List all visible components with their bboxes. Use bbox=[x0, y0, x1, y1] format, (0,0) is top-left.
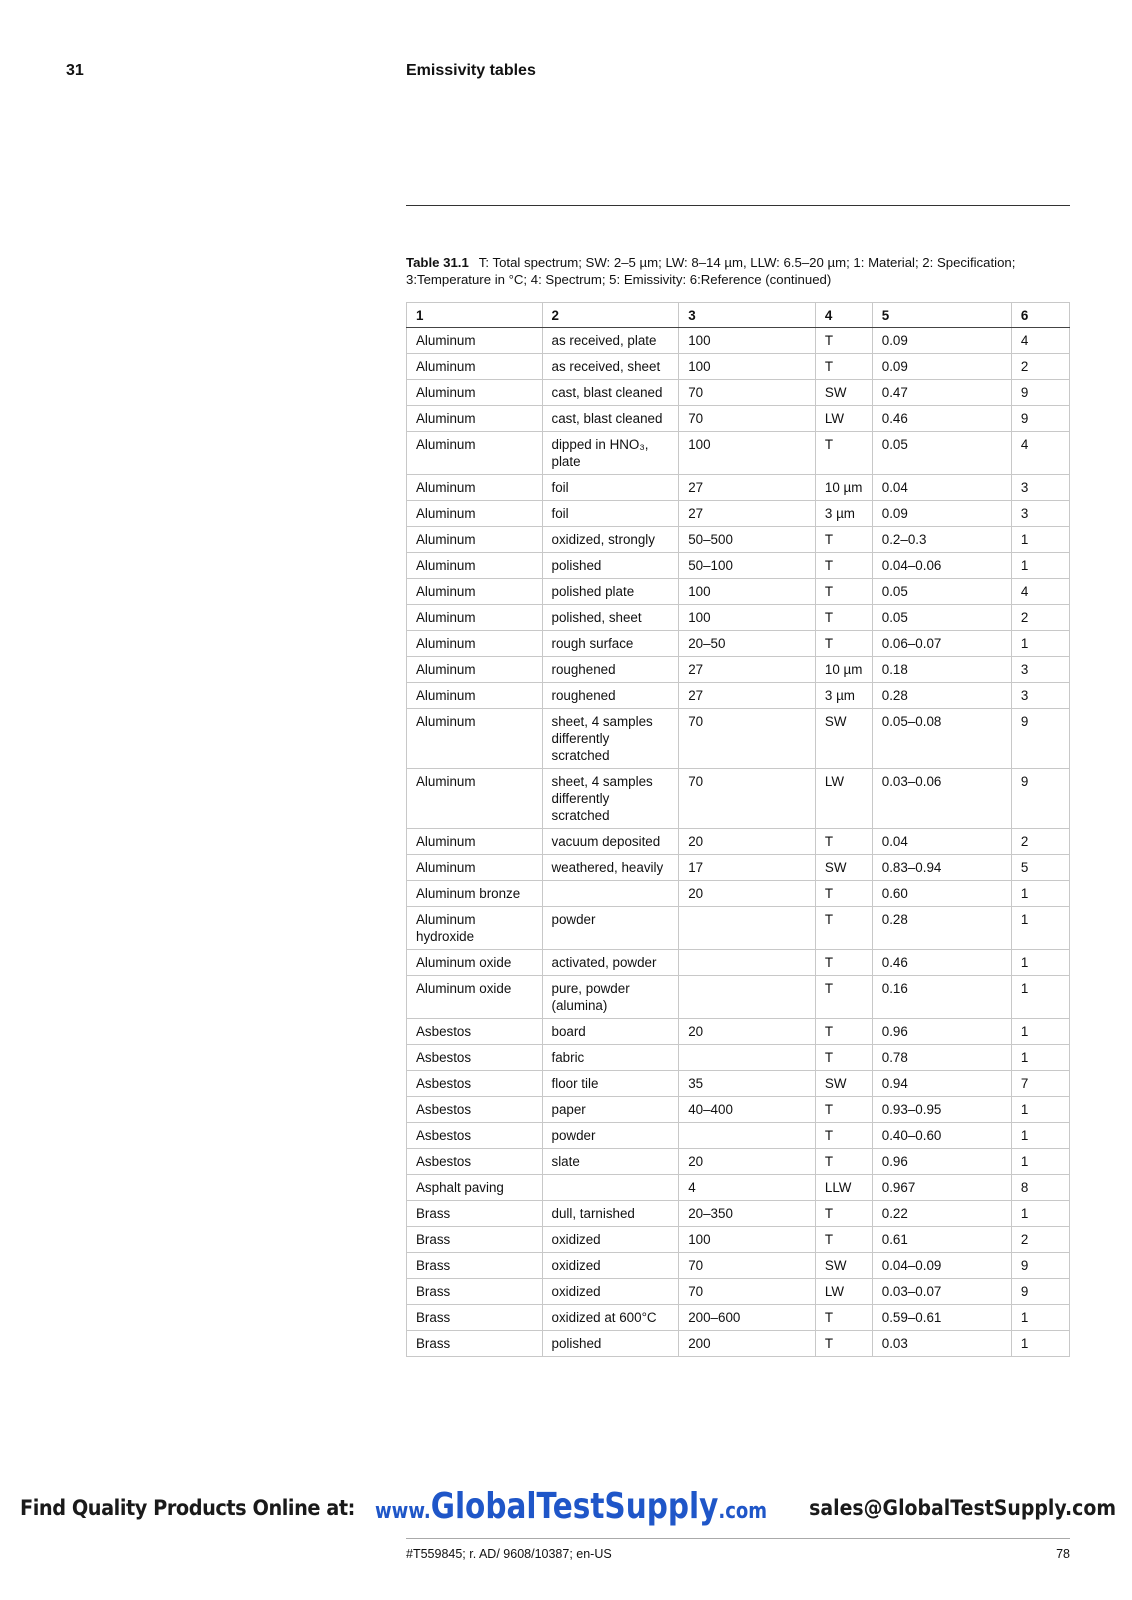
table-cell: 70 bbox=[679, 1279, 816, 1305]
table-row bbox=[407, 1019, 1070, 1045]
table-cell: 1 bbox=[1011, 950, 1069, 976]
table-cell: 100 bbox=[679, 354, 816, 380]
table-cell: powder bbox=[542, 907, 679, 950]
table-cell: paper bbox=[542, 1097, 679, 1123]
table-cell: 5 bbox=[1011, 855, 1069, 881]
table-cell: 3 bbox=[1011, 683, 1069, 709]
table-cell: polished, sheet bbox=[542, 605, 679, 631]
table-cell: activated, powder bbox=[542, 950, 679, 976]
header-rule bbox=[406, 205, 1070, 206]
table-cell: Aluminum hydroxide bbox=[407, 907, 543, 950]
table-cell: Aluminum bbox=[407, 579, 543, 605]
table-cell: LLW bbox=[815, 1175, 872, 1201]
table-cell: 0.94 bbox=[872, 1071, 1011, 1097]
table-cell: oxidized bbox=[542, 1253, 679, 1279]
promo-url-main: GlobalTestSupply bbox=[430, 1486, 719, 1527]
table-row bbox=[407, 1227, 1070, 1253]
table-cell: Brass bbox=[407, 1305, 543, 1331]
table-cell: Aluminum bbox=[407, 769, 543, 829]
table-cell: oxidized at 600°C bbox=[542, 1305, 679, 1331]
table-row bbox=[407, 1253, 1070, 1279]
table-cell: Aluminum bbox=[407, 501, 543, 527]
table-cell: 10 µm bbox=[815, 657, 872, 683]
table-cell: LW bbox=[815, 406, 872, 432]
table-cell: Aluminum bbox=[407, 829, 543, 855]
table-cell: 1 bbox=[1011, 881, 1069, 907]
table-cell: Aluminum bbox=[407, 657, 543, 683]
table-cell: Aluminum bbox=[407, 432, 543, 475]
promo-email-link[interactable]: sales@GlobalTestSupply.com bbox=[809, 1496, 1116, 1520]
table-header-row bbox=[407, 303, 1070, 328]
table-cell: 1 bbox=[1011, 553, 1069, 579]
table-cell: Asbestos bbox=[407, 1149, 543, 1175]
table-cell: SW bbox=[815, 1071, 872, 1097]
table-cell: 9 bbox=[1011, 769, 1069, 829]
table-row bbox=[407, 1305, 1070, 1331]
table-cell: slate bbox=[542, 1149, 679, 1175]
table-cell: 1 bbox=[1011, 527, 1069, 553]
table-cell: fabric bbox=[542, 1045, 679, 1071]
table-row bbox=[407, 328, 1070, 354]
table-row bbox=[407, 631, 1070, 657]
table-cell: 0.03–0.07 bbox=[872, 1279, 1011, 1305]
table-cell: T bbox=[815, 1305, 872, 1331]
table-cell: 100 bbox=[679, 579, 816, 605]
table-cell: 27 bbox=[679, 475, 816, 501]
table-cell bbox=[679, 1123, 816, 1149]
table-cell: Aluminum bbox=[407, 709, 543, 769]
column-header: 6 bbox=[1011, 303, 1069, 328]
table-cell: 3 µm bbox=[815, 683, 872, 709]
chapter-title: Emissivity tables bbox=[406, 62, 536, 79]
table-cell: 0.04 bbox=[872, 829, 1011, 855]
table-cell: board bbox=[542, 1019, 679, 1045]
table-caption-label: Table 31.1 bbox=[406, 255, 469, 270]
table-cell: 0.18 bbox=[872, 657, 1011, 683]
table-cell: 9 bbox=[1011, 380, 1069, 406]
table-body bbox=[407, 328, 1070, 1357]
table-cell: SW bbox=[815, 855, 872, 881]
table-cell: 0.967 bbox=[872, 1175, 1011, 1201]
table-cell: T bbox=[815, 1201, 872, 1227]
table-row bbox=[407, 354, 1070, 380]
table-cell: 1 bbox=[1011, 976, 1069, 1019]
table-cell: T bbox=[815, 605, 872, 631]
table-cell: 0.28 bbox=[872, 683, 1011, 709]
promo-website-link[interactable] bbox=[375, 1486, 767, 1527]
table-row bbox=[407, 829, 1070, 855]
table-cell: 200 bbox=[679, 1331, 816, 1357]
table-cell: Aluminum bbox=[407, 631, 543, 657]
table-cell: Brass bbox=[407, 1227, 543, 1253]
table-cell: 20 bbox=[679, 1019, 816, 1045]
table-cell: 1 bbox=[1011, 1123, 1069, 1149]
table-cell: T bbox=[815, 976, 872, 1019]
table-cell: 3 bbox=[1011, 475, 1069, 501]
table-cell: 9 bbox=[1011, 406, 1069, 432]
table-cell: 0.28 bbox=[872, 907, 1011, 950]
table-row bbox=[407, 1097, 1070, 1123]
table-row bbox=[407, 406, 1070, 432]
table-cell: Aluminum bbox=[407, 553, 543, 579]
table-cell: 0.46 bbox=[872, 406, 1011, 432]
table-cell: T bbox=[815, 579, 872, 605]
table-cell: Asbestos bbox=[407, 1019, 543, 1045]
chapter-number: 31 bbox=[66, 62, 84, 79]
table-row bbox=[407, 501, 1070, 527]
table-cell: 0.04 bbox=[872, 475, 1011, 501]
table-cell: T bbox=[815, 328, 872, 354]
table-cell: SW bbox=[815, 709, 872, 769]
table-cell: oxidized bbox=[542, 1279, 679, 1305]
table-cell: 0.05 bbox=[872, 605, 1011, 631]
table-cell: Aluminum bbox=[407, 683, 543, 709]
table-cell: 0.46 bbox=[872, 950, 1011, 976]
table-cell: 4 bbox=[679, 1175, 816, 1201]
table-cell: dipped in HNO₃, plate bbox=[542, 432, 679, 475]
table-row bbox=[407, 527, 1070, 553]
table-cell: 70 bbox=[679, 709, 816, 769]
table-caption bbox=[406, 254, 1070, 288]
table-cell: polished plate bbox=[542, 579, 679, 605]
table-cell: 50–500 bbox=[679, 527, 816, 553]
table-cell: 70 bbox=[679, 380, 816, 406]
column-header: 2 bbox=[542, 303, 679, 328]
table-cell: rough surface bbox=[542, 631, 679, 657]
table-row bbox=[407, 683, 1070, 709]
table-row bbox=[407, 579, 1070, 605]
table-cell bbox=[679, 1045, 816, 1071]
table-row bbox=[407, 855, 1070, 881]
table-cell: Brass bbox=[407, 1279, 543, 1305]
table-row bbox=[407, 881, 1070, 907]
table-caption-text: T: Total spectrum; SW: 2–5 µm; LW: 8–14 µm, LLW: 6.5–20 µm; 1: Material; 2: Specification; 3:Temperature in °C; 4: Spectrum; 5: Emissivity: 6:Reference (continued) bbox=[406, 255, 1016, 287]
table-cell: roughened bbox=[542, 683, 679, 709]
table-cell: 3 bbox=[1011, 501, 1069, 527]
table-cell: 0.2–0.3 bbox=[872, 527, 1011, 553]
table-cell: Aluminum oxide bbox=[407, 976, 543, 1019]
table-row bbox=[407, 1149, 1070, 1175]
table-cell: pure, powder (alumina) bbox=[542, 976, 679, 1019]
table-cell: 1 bbox=[1011, 907, 1069, 950]
table-cell: 0.09 bbox=[872, 354, 1011, 380]
table-header bbox=[407, 303, 1070, 328]
table-cell: Asbestos bbox=[407, 1123, 543, 1149]
table-row bbox=[407, 1123, 1070, 1149]
promo-banner bbox=[0, 1484, 1132, 1534]
table-cell: 0.47 bbox=[872, 380, 1011, 406]
table-cell: 0.09 bbox=[872, 501, 1011, 527]
footer-doc-id: #T559845; r. AD/ 9608/10387; en-US bbox=[406, 1547, 612, 1561]
table-cell: 27 bbox=[679, 683, 816, 709]
table-cell: 0.78 bbox=[872, 1045, 1011, 1071]
table-cell: 1 bbox=[1011, 1305, 1069, 1331]
table-row bbox=[407, 553, 1070, 579]
table-cell: Brass bbox=[407, 1253, 543, 1279]
table-cell: as received, sheet bbox=[542, 354, 679, 380]
promo-tagline: Find Quality Products Online at: bbox=[20, 1496, 355, 1520]
table-cell: as received, plate bbox=[542, 328, 679, 354]
table-cell bbox=[542, 881, 679, 907]
table-cell: Aluminum bbox=[407, 406, 543, 432]
table-cell: sheet, 4 samples differently scratched bbox=[542, 709, 679, 769]
table-cell: 1 bbox=[1011, 1045, 1069, 1071]
table-cell: 20 bbox=[679, 829, 816, 855]
table-cell: 4 bbox=[1011, 432, 1069, 475]
table-cell: floor tile bbox=[542, 1071, 679, 1097]
emissivity-table bbox=[406, 302, 1070, 1357]
table-cell: 1 bbox=[1011, 631, 1069, 657]
table-row bbox=[407, 1279, 1070, 1305]
table-cell: 2 bbox=[1011, 1227, 1069, 1253]
table-row bbox=[407, 1201, 1070, 1227]
table-row bbox=[407, 1071, 1070, 1097]
table-cell: Aluminum bronze bbox=[407, 881, 543, 907]
table-cell bbox=[679, 976, 816, 1019]
table-cell: 70 bbox=[679, 1253, 816, 1279]
table-row bbox=[407, 475, 1070, 501]
table-cell: polished bbox=[542, 553, 679, 579]
table-cell: 100 bbox=[679, 432, 816, 475]
table-row bbox=[407, 1331, 1070, 1357]
table-cell: 4 bbox=[1011, 328, 1069, 354]
table-cell: 100 bbox=[679, 605, 816, 631]
table-cell: T bbox=[815, 1123, 872, 1149]
promo-url-suffix: .com bbox=[718, 1499, 768, 1524]
table-cell: 2 bbox=[1011, 829, 1069, 855]
table-cell: 20 bbox=[679, 881, 816, 907]
table-cell: T bbox=[815, 907, 872, 950]
table-cell: oxidized, strongly bbox=[542, 527, 679, 553]
table-cell: LW bbox=[815, 769, 872, 829]
table-cell: T bbox=[815, 1227, 872, 1253]
table-cell: 7 bbox=[1011, 1071, 1069, 1097]
table-row bbox=[407, 657, 1070, 683]
table-cell: 0.96 bbox=[872, 1019, 1011, 1045]
table-cell: Brass bbox=[407, 1201, 543, 1227]
table-cell: oxidized bbox=[542, 1227, 679, 1253]
table-cell: 1 bbox=[1011, 1331, 1069, 1357]
table-cell: 0.04–0.09 bbox=[872, 1253, 1011, 1279]
table-cell: cast, blast cleaned bbox=[542, 380, 679, 406]
table-cell: LW bbox=[815, 1279, 872, 1305]
table-cell: 100 bbox=[679, 1227, 816, 1253]
table-cell: 0.05 bbox=[872, 432, 1011, 475]
table-cell: cast, blast cleaned bbox=[542, 406, 679, 432]
table-cell: powder bbox=[542, 1123, 679, 1149]
footer-rule bbox=[406, 1538, 1070, 1539]
table-cell: Brass bbox=[407, 1331, 543, 1357]
table-row bbox=[407, 1175, 1070, 1201]
table-row bbox=[407, 605, 1070, 631]
table-cell: 27 bbox=[679, 657, 816, 683]
table-row bbox=[407, 432, 1070, 475]
table-cell: 0.83–0.94 bbox=[872, 855, 1011, 881]
table-row bbox=[407, 709, 1070, 769]
table-cell: 1 bbox=[1011, 1149, 1069, 1175]
table-cell: T bbox=[815, 829, 872, 855]
table-cell: 0.05 bbox=[872, 579, 1011, 605]
table-cell: 0.96 bbox=[872, 1149, 1011, 1175]
table-cell: 0.61 bbox=[872, 1227, 1011, 1253]
table-row bbox=[407, 769, 1070, 829]
table-cell: Aluminum bbox=[407, 527, 543, 553]
table-row bbox=[407, 907, 1070, 950]
table-cell bbox=[542, 1175, 679, 1201]
table-cell: SW bbox=[815, 1253, 872, 1279]
table-cell: 10 µm bbox=[815, 475, 872, 501]
table-cell: vacuum deposited bbox=[542, 829, 679, 855]
table-cell: 0.04–0.06 bbox=[872, 553, 1011, 579]
table-cell: 3 bbox=[1011, 657, 1069, 683]
table-cell: T bbox=[815, 881, 872, 907]
column-header: 5 bbox=[872, 303, 1011, 328]
table-cell: 0.93–0.95 bbox=[872, 1097, 1011, 1123]
table-cell: 200–600 bbox=[679, 1305, 816, 1331]
table-cell: 0.22 bbox=[872, 1201, 1011, 1227]
table-cell: 9 bbox=[1011, 1253, 1069, 1279]
promo-url-prefix: www. bbox=[375, 1499, 431, 1524]
table-cell: 1 bbox=[1011, 1201, 1069, 1227]
table-cell: T bbox=[815, 354, 872, 380]
table-cell: 0.05–0.08 bbox=[872, 709, 1011, 769]
table-cell: T bbox=[815, 950, 872, 976]
table-cell: polished bbox=[542, 1331, 679, 1357]
table-cell: weathered, heavily bbox=[542, 855, 679, 881]
table-cell: 70 bbox=[679, 406, 816, 432]
table-cell: 0.40–0.60 bbox=[872, 1123, 1011, 1149]
table-cell: Aluminum bbox=[407, 605, 543, 631]
table-cell: sheet, 4 samples differently scratched bbox=[542, 769, 679, 829]
table-cell: 17 bbox=[679, 855, 816, 881]
table-cell: 20 bbox=[679, 1149, 816, 1175]
column-header: 4 bbox=[815, 303, 872, 328]
table-cell: 27 bbox=[679, 501, 816, 527]
table-cell: 100 bbox=[679, 328, 816, 354]
table-cell: 8 bbox=[1011, 1175, 1069, 1201]
table-cell: 2 bbox=[1011, 354, 1069, 380]
table-cell: 40–400 bbox=[679, 1097, 816, 1123]
table-cell: T bbox=[815, 1019, 872, 1045]
table-cell bbox=[679, 907, 816, 950]
table-cell: Aluminum bbox=[407, 380, 543, 406]
table-cell: T bbox=[815, 527, 872, 553]
table-cell: Aluminum bbox=[407, 475, 543, 501]
table-cell: 1 bbox=[1011, 1097, 1069, 1123]
table-cell: 2 bbox=[1011, 605, 1069, 631]
table-row bbox=[407, 950, 1070, 976]
table-cell: 0.03–0.06 bbox=[872, 769, 1011, 829]
table-cell: 3 µm bbox=[815, 501, 872, 527]
table-row bbox=[407, 1045, 1070, 1071]
table-cell: 0.59–0.61 bbox=[872, 1305, 1011, 1331]
table-cell: Aluminum oxide bbox=[407, 950, 543, 976]
table-cell: 9 bbox=[1011, 1279, 1069, 1305]
column-header: 1 bbox=[407, 303, 543, 328]
table-cell: Asbestos bbox=[407, 1097, 543, 1123]
footer-page-number: 78 bbox=[1056, 1547, 1070, 1561]
table-cell: 70 bbox=[679, 769, 816, 829]
table-row bbox=[407, 380, 1070, 406]
table-cell: 0.16 bbox=[872, 976, 1011, 1019]
table-cell: foil bbox=[542, 475, 679, 501]
table-cell: SW bbox=[815, 380, 872, 406]
column-header: 3 bbox=[679, 303, 816, 328]
table-cell: Aluminum bbox=[407, 328, 543, 354]
table-cell: 9 bbox=[1011, 709, 1069, 769]
table-cell: foil bbox=[542, 501, 679, 527]
table-cell: 0.60 bbox=[872, 881, 1011, 907]
table-cell bbox=[679, 950, 816, 976]
table-row bbox=[407, 976, 1070, 1019]
table-cell: Asbestos bbox=[407, 1045, 543, 1071]
table-cell: T bbox=[815, 1045, 872, 1071]
table-cell: Aluminum bbox=[407, 354, 543, 380]
table-cell: 0.06–0.07 bbox=[872, 631, 1011, 657]
table-cell: 1 bbox=[1011, 1019, 1069, 1045]
table-cell: dull, tarnished bbox=[542, 1201, 679, 1227]
table-cell: roughened bbox=[542, 657, 679, 683]
table-cell: 50–100 bbox=[679, 553, 816, 579]
table-cell: 35 bbox=[679, 1071, 816, 1097]
table-cell: Asbestos bbox=[407, 1071, 543, 1097]
table-cell: Aluminum bbox=[407, 855, 543, 881]
table-cell: T bbox=[815, 1149, 872, 1175]
table-cell: 0.03 bbox=[872, 1331, 1011, 1357]
table-cell: T bbox=[815, 631, 872, 657]
table-cell: T bbox=[815, 1097, 872, 1123]
table-cell: T bbox=[815, 1331, 872, 1357]
table-cell: 20–50 bbox=[679, 631, 816, 657]
table-cell: 20–350 bbox=[679, 1201, 816, 1227]
table-cell: 0.09 bbox=[872, 328, 1011, 354]
table-cell: Asphalt paving bbox=[407, 1175, 543, 1201]
table-cell: T bbox=[815, 432, 872, 475]
table-cell: T bbox=[815, 553, 872, 579]
table-cell: 4 bbox=[1011, 579, 1069, 605]
